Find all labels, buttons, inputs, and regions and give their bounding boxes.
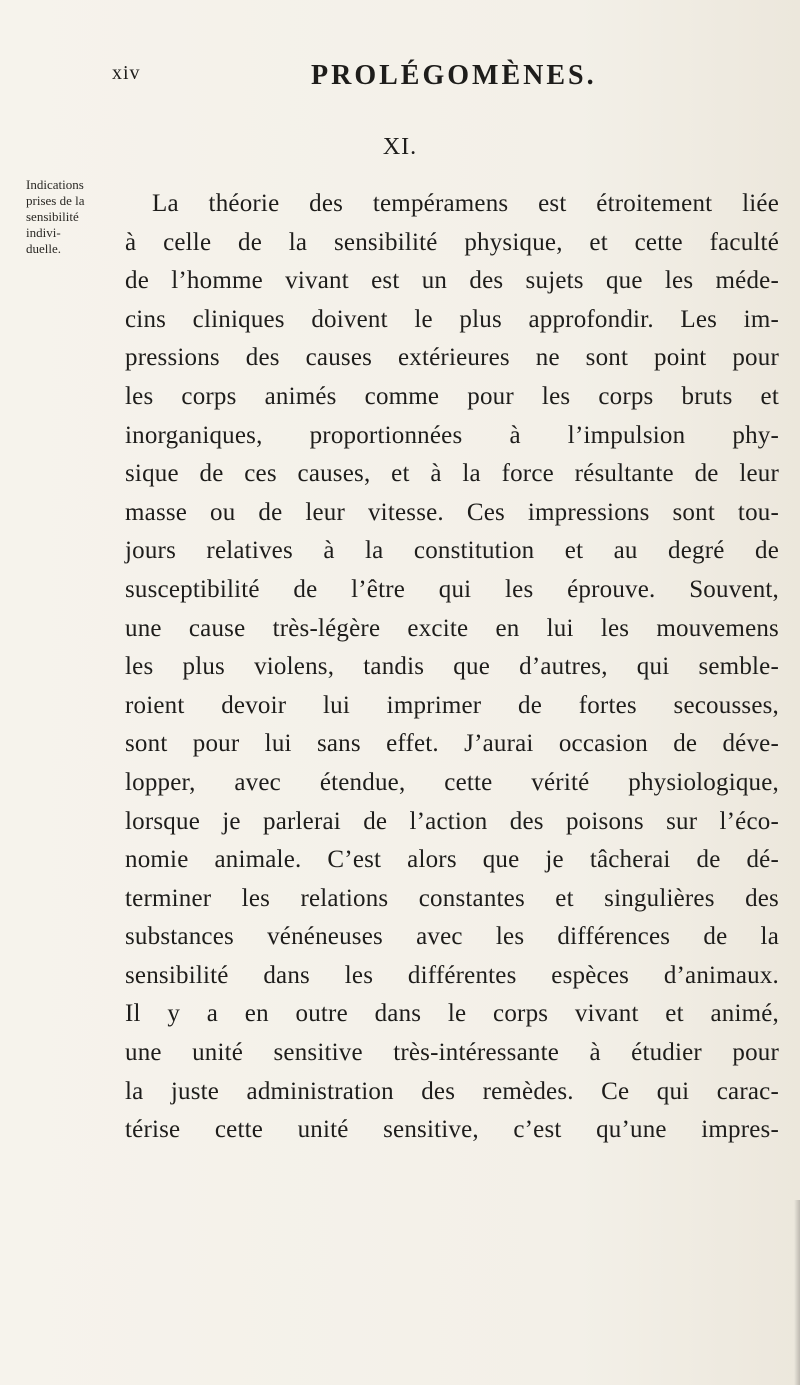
marginal-note — [26, 177, 104, 257]
section-heading: XI. — [382, 134, 418, 160]
text-line: inorganiques, proportionnées à l’impulsion phy- — [125, 421, 779, 449]
text-line: sont pour lui sans effet. J’aurai occasion de déve- — [125, 730, 779, 758]
text-line: masse ou de leur vitesse. Ces impressions sont tou- — [125, 498, 779, 526]
text-line: la juste administration des remèdes. Ce qui carac- — [125, 1077, 779, 1105]
text-line: à celle de la sensibilité physique, et cette faculté — [125, 228, 779, 256]
page-edge-shadow — [794, 1200, 800, 1385]
text-line: pressions des causes extérieures ne sont point pour — [125, 344, 779, 372]
text-line: les corps animés comme pour les corps bruts et — [125, 382, 779, 410]
text-line: jours relatives à la constitution et au degré de — [125, 537, 779, 565]
marginal-note-line: duelle. — [26, 241, 62, 256]
text-line: nomie animale. C’est alors que je tâcherai de dé- — [125, 846, 779, 874]
text-line: les plus violens, tandis que d’autres, qui semble- — [125, 653, 779, 681]
text-line: une unité sensitive très-intéressante à étudier pour — [125, 1039, 779, 1067]
text-line: La théorie des tempéramens est étroitement liée — [152, 190, 779, 217]
text-line: de l’homme vivant est un des sujets que les méde- — [125, 267, 779, 295]
text-line: roient devoir lui imprimer de fortes secousses, — [125, 691, 779, 719]
marginal-note-line: sensibilité — [26, 209, 79, 224]
text-line: terminer les relations constantes et singulières des — [125, 884, 779, 912]
marginal-note-line: indivi- — [26, 225, 61, 240]
text-line: sensibilité dans les différentes espèces d’animaux. — [125, 961, 779, 989]
text-line: cins cliniques doivent le plus approfondir. Les im- — [125, 305, 779, 333]
text-line: térise cette unité sensitive, c’est qu’une impres- — [125, 1116, 779, 1144]
text-line: lopper, avec étendue, cette vérité physiologique, — [125, 768, 779, 796]
marginal-note-line: Indications — [26, 177, 84, 192]
text-line: susceptibilité de l’être qui les éprouve. Souvent, — [125, 575, 779, 603]
text-line: lorsque je parlerai de l’action des poisons sur l’éco- — [125, 807, 779, 835]
text-line: sique de ces causes, et à la force résultante de leur — [125, 460, 779, 488]
text-line: une cause très-légère excite en lui les mouvemens — [125, 614, 779, 642]
marginal-note-line: prises de la — [26, 193, 85, 208]
text-line: substances vénéneuses avec les différences de la — [125, 923, 779, 951]
text-line: Il y a en outre dans le corps vivant et animé, — [125, 1000, 779, 1028]
body-text — [125, 185, 779, 1150]
page-header — [0, 40, 800, 90]
page-number: xiv — [112, 62, 141, 84]
running-title: PROLÉGOMÈNES. — [311, 60, 597, 91]
